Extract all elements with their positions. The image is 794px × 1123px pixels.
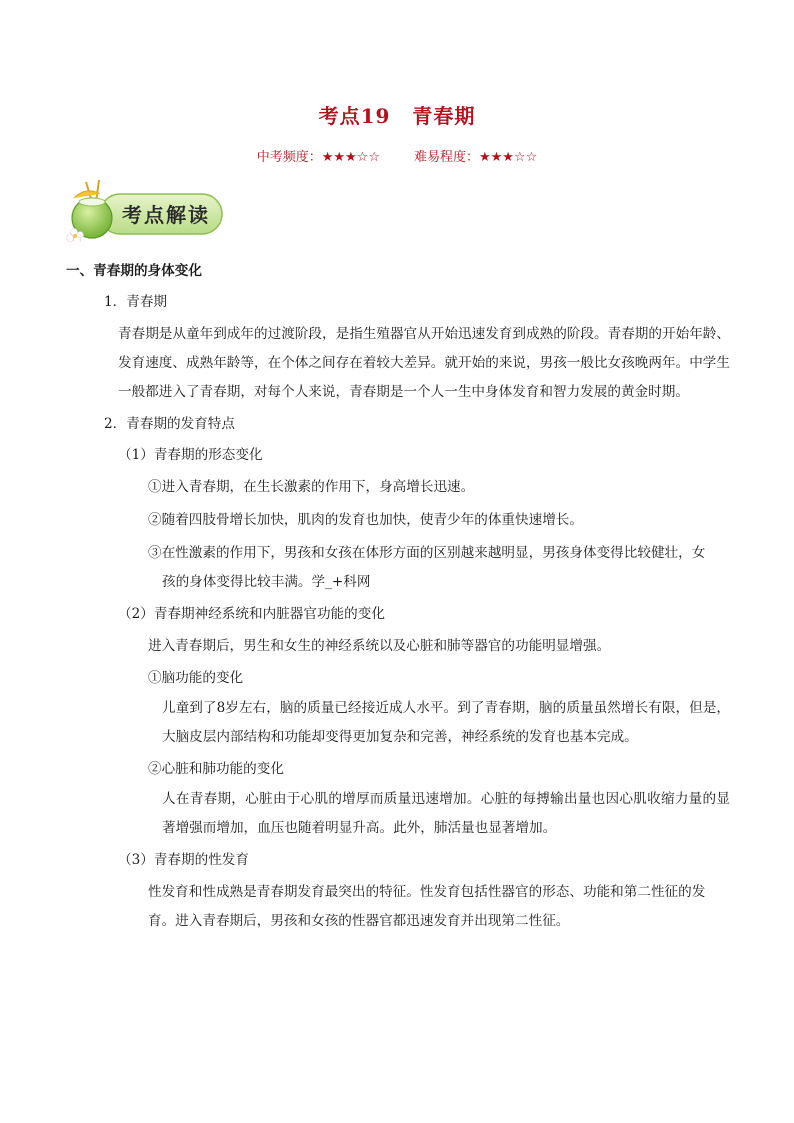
- section-badge: [66, 180, 226, 242]
- paragraph: 青春期是从童年到成年的过渡阶段，是指生殖器官从开始迅速发育到成熟的阶段。青春期的开始年龄、发育速度、成熟年龄等，在个体之间存在着较大差异。就开始的来说，男孩一般比女孩晚两年。中学生一般都进入了青春期，对每个人来说，青春期是一个人一生中身体发育和智力发展的黄金时期。: [118, 326, 730, 400]
- exam-frequency-rating: 中考频度：★★★☆☆: [256, 150, 380, 165]
- badge-label: 考点解读: [122, 203, 210, 227]
- paragraph: 性发育和性成熟是青春期发育最突出的特征。性发育包括性器官的形态、功能和第二性征的发育。进入青春期后，男孩和女孩的性器官都迅速发育并出现第二性征。: [148, 884, 706, 929]
- page-title: [0, 100, 794, 129]
- sub-subsection-heading: （3）青春期的性发育: [118, 852, 249, 868]
- sub-subsection-heading: （1）青春期的形态变化: [118, 447, 263, 463]
- item-heading: ②心脏和肺功能的变化: [148, 761, 284, 777]
- main-content: [66, 258, 730, 936]
- paragraph: 进入青春期后，男生和女生的神经系统以及心脏和肺等器官的功能明显增强。: [148, 638, 611, 654]
- paragraph: 人在青春期，心脏由于心肌的增厚而质量迅速增加。心脏的每搏输出量也因心肌收缩力量的显著增强而增加，血压也随着明显升高。此外，肺活量也显著增加。: [162, 791, 730, 836]
- difficulty-rating: 难易程度：★★★☆☆: [414, 150, 538, 165]
- item-heading: ①脑功能的变化: [148, 670, 244, 686]
- list-item-continuation: 孩的身体变得比较丰满。学_+科网: [162, 574, 371, 590]
- list-item: ①进入青春期，在生长激素的作用下，身高增长迅速。: [148, 479, 475, 495]
- sub-subsection-heading: （2）青春期神经系统和内脏器官功能的变化: [118, 606, 385, 622]
- rating-line: [0, 146, 794, 165]
- title-topic-number: 考点19: [318, 104, 391, 128]
- section-heading: 一、青春期的身体变化: [66, 263, 202, 279]
- list-item: ②随着四肢骨增长加快，肌肉的发育也加快，使青少年的体重快速增长。: [148, 512, 583, 528]
- list-item: ③在性激素的作用下，男孩和女孩在体形方面的区别越来越明显，男孩身体变得比较健壮，女: [148, 545, 706, 561]
- paragraph: 儿童到了8岁左右，脑的质量已经接近成人水平。到了青春期，脑的质量虽然增长有限，但是，大脑皮层内部结构和功能却变得更加复杂和完善，神经系统的发育也基本完成。: [162, 700, 730, 745]
- subsection-heading: 1．青春期: [104, 294, 168, 310]
- title-topic-name: 青春期: [412, 104, 476, 128]
- subsection-heading: 2．青春期的发育特点: [104, 416, 235, 432]
